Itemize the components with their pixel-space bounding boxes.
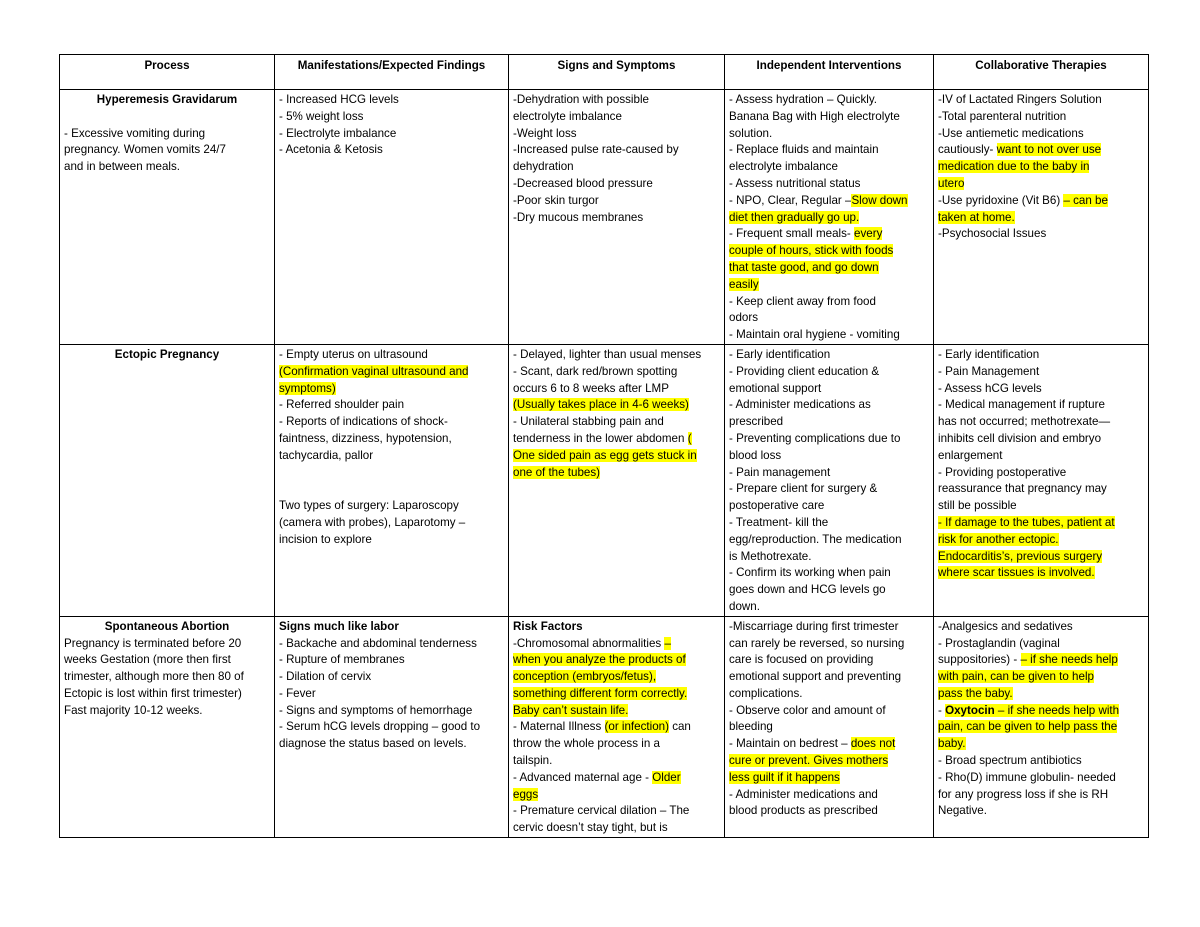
text-line: - Prepare client for surgery & — [729, 482, 878, 496]
text-line — [938, 565, 1144, 582]
text-line — [729, 226, 929, 243]
text-line: -Psychosocial Issues — [938, 227, 1047, 241]
process-cell — [60, 344, 275, 616]
text-segment: - NPO, Clear, Regular – — [729, 193, 852, 207]
text-line: - Assess hCG levels — [938, 381, 1042, 395]
text-line: prescribed — [729, 415, 784, 429]
text-line: electrolyte imbalance — [513, 109, 622, 123]
text-line: -Poor skin turgor — [513, 193, 599, 207]
text-line: (camera with probes), Laparotomy – — [279, 515, 466, 529]
text-line: -Increased pulse rate-caused by — [513, 143, 679, 157]
cell-heading: Signs much like labor — [279, 619, 399, 633]
text-line: is Methotrexate. — [729, 549, 812, 563]
signs-cell — [509, 616, 725, 837]
text-line: - Excessive vomiting during — [64, 126, 206, 140]
text-line — [729, 736, 929, 753]
text-line: still be possible — [938, 499, 1017, 513]
text-line: - Signs and symptoms of hemorrhage — [279, 703, 473, 717]
highlighted-text: couple of hours, stick with foods — [729, 244, 894, 258]
text-line: - Confirm its working when pain — [729, 566, 891, 580]
text-line — [938, 736, 1144, 753]
highlighted-text: – if she needs help with — [994, 703, 1120, 717]
highlighted-text: baby. — [938, 737, 966, 751]
text-line: - Early identification — [729, 347, 831, 361]
text-line — [513, 397, 720, 414]
text-line: faintness, dizziness, hypotension, — [279, 431, 452, 445]
highlighted-text: when you analyze the products of — [513, 653, 686, 667]
text-line: solution. — [729, 126, 773, 140]
text-line: - Unilateral stabbing pain and — [513, 415, 664, 429]
header-process: Process — [60, 55, 275, 90]
text-line — [938, 686, 1144, 703]
text-line — [938, 176, 1144, 193]
text-line: - Delayed, lighter than usual menses — [513, 347, 702, 361]
text-line: - Pain Management — [938, 364, 1040, 378]
highlighted-text: Slow down — [851, 193, 908, 207]
text-line: - Electrolyte imbalance — [279, 126, 397, 140]
table-row — [60, 616, 1149, 837]
signs-cell — [509, 90, 725, 345]
table-row — [60, 344, 1149, 616]
text-line — [938, 532, 1144, 549]
text-line: - Premature cervical dilation – The — [513, 804, 690, 818]
text-line: inhibits cell division and embryo — [938, 431, 1102, 445]
text-line: blood loss — [729, 448, 782, 462]
document-page — [59, 54, 1148, 858]
highlighted-text: medication due to the baby in — [938, 160, 1090, 174]
text-line — [729, 193, 929, 210]
text-line: Fast majority 10-12 weeks. — [64, 703, 203, 717]
text-line: - Treatment- kill the — [729, 515, 829, 529]
text-line: - Providing client education & — [729, 364, 880, 378]
collaborative-cell — [934, 90, 1149, 345]
text-line: - Replace fluids and maintain — [729, 143, 879, 157]
text-line: emotional support and preventing — [729, 670, 902, 684]
text-line — [938, 210, 1144, 227]
text-line: dehydration — [513, 160, 574, 174]
text-line — [938, 669, 1144, 686]
text-segment: - — [938, 703, 946, 717]
text-line: and in between meals. — [64, 160, 181, 174]
cell-heading: Risk Factors — [513, 619, 583, 633]
highlighted-text: (Usually takes place in 4-6 weeks) — [513, 398, 689, 412]
text-line: - Early identification — [938, 347, 1040, 361]
highlighted-text: conception (embryos/fetus), — [513, 670, 657, 684]
text-line: - Preventing complications due to — [729, 431, 901, 445]
text-line: - Prostaglandin (vaginal — [938, 636, 1060, 650]
highlighted-text: risk for another ectopic. — [938, 532, 1059, 546]
text-segment: - Maintain on bedrest – — [729, 737, 848, 751]
text-line: - Assess nutritional status — [729, 176, 861, 190]
text-line: Pregnancy is terminated before 20 — [64, 636, 242, 650]
highlighted-text: – can be — [1063, 193, 1108, 207]
highlighted-text: One sided pain as egg gets stuck in — [513, 448, 697, 462]
text-line — [513, 787, 720, 804]
text-line: -Miscarriage during first trimester — [729, 619, 899, 633]
highlighted-text: easily — [729, 277, 759, 291]
text-segment: -Use pyridoxine (Vit B6) — [938, 193, 1061, 207]
header-manifestations: Manifestations/Expected Findings — [275, 55, 509, 90]
text-line — [513, 652, 720, 669]
text-line: weeks Gestation (more then first — [64, 653, 231, 667]
text-line: - Rho(D) immune globulin- needed — [938, 770, 1116, 784]
text-line: egg/reproduction. The medication — [729, 532, 902, 546]
highlighted-text: ( — [687, 431, 692, 445]
text-line: diagnose the status based on levels. — [279, 737, 467, 751]
manifestations-cell — [275, 90, 509, 345]
text-line: - Increased HCG levels — [279, 93, 399, 106]
highlighted-text: utero — [938, 176, 965, 190]
text-line: goes down and HCG levels go — [729, 583, 886, 597]
text-line: emotional support — [729, 381, 822, 395]
text-line: -Total parenteral nutrition — [938, 109, 1067, 123]
text-line: - Referred shoulder pain — [279, 398, 405, 412]
highlighted-text: Endocarditis’s, previous surgery — [938, 549, 1103, 563]
text-line — [938, 515, 1144, 532]
highlighted-text: eggs — [513, 787, 539, 801]
text-line: electrolyte imbalance — [729, 160, 838, 174]
text-line — [938, 193, 1144, 210]
highlighted-text: want to not over use — [996, 143, 1102, 157]
highlighted-text: with pain, can be given to help — [938, 670, 1094, 684]
header-collaborative: Collaborative Therapies — [934, 55, 1149, 90]
text-line: - Serum hCG levels dropping – good to — [279, 720, 481, 734]
text-line — [938, 549, 1144, 566]
text-line: - Administer medications and — [729, 787, 878, 801]
process-cell — [60, 616, 275, 837]
header-independent: Independent Interventions — [725, 55, 934, 90]
text-line — [513, 719, 720, 736]
table-row — [60, 90, 1149, 345]
text-line: - Keep client away from food — [729, 294, 876, 308]
text-line: Banana Bag with High electrolyte — [729, 109, 900, 123]
text-line: blood products as prescribed — [729, 804, 878, 818]
text-line: postoperative care — [729, 499, 825, 513]
text-segment: tenderness in the lower abdomen — [513, 431, 685, 445]
text-line: can rarely be reversed, so nursing — [729, 636, 905, 650]
text-line: -Use antiemetic medications — [938, 126, 1084, 140]
text-segment: -Chromosomal abnormalities — [513, 636, 662, 650]
highlighted-text: does not — [850, 737, 896, 751]
text-line: incision to explore — [279, 532, 372, 546]
text-segment: suppositories) - — [938, 653, 1018, 667]
text-line — [729, 277, 929, 294]
text-segment: can — [672, 720, 691, 734]
highlighted-text: – — [664, 636, 671, 650]
process-title: Spontaneous Abortion — [104, 619, 230, 633]
highlighted-text: Oxytocin — [945, 703, 995, 717]
text-line: - Rupture of membranes — [279, 653, 405, 667]
manifestations-cell — [275, 344, 509, 616]
text-line: tachycardia, pallor — [279, 448, 374, 462]
highlighted-text: every — [854, 227, 883, 241]
text-line: bleeding — [729, 720, 773, 734]
text-line — [279, 381, 504, 398]
text-line: Ectopic is lost within first trimester) — [64, 686, 242, 700]
text-line: -IV of Lactated Ringers Solution — [938, 93, 1102, 106]
highlighted-text: Older — [652, 770, 681, 784]
collaborative-cell — [934, 616, 1149, 837]
text-line: -Analgesics and sedatives — [938, 619, 1073, 633]
text-line: odors — [729, 311, 759, 325]
text-line: - Scant, dark red/brown spotting — [513, 364, 678, 378]
highlighted-text: cure or prevent. Gives mothers — [729, 754, 889, 768]
text-line: -Dry mucous membranes — [513, 210, 644, 224]
text-line: complications. — [729, 686, 803, 700]
highlighted-text: that taste good, and go down — [729, 260, 879, 274]
text-line — [513, 448, 720, 465]
text-line: -Weight loss — [513, 126, 577, 140]
text-line: - Acetonia & Ketosis — [279, 143, 383, 157]
text-line — [938, 142, 1144, 159]
text-line: cervic doesn’t stay tight, but is — [513, 821, 668, 835]
text-line — [279, 364, 504, 381]
text-line: down. — [729, 599, 760, 613]
highlighted-text: symptoms) — [279, 381, 336, 395]
text-segment: - Maternal Illness — [513, 720, 602, 734]
text-line: - Administer medications as — [729, 398, 871, 412]
manifestations-cell — [275, 616, 509, 837]
nursing-table — [59, 54, 1149, 838]
text-line: -Decreased blood pressure — [513, 176, 653, 190]
text-line — [513, 431, 720, 448]
text-line — [513, 669, 720, 686]
text-line — [938, 719, 1144, 736]
highlighted-text: – if she needs help — [1020, 653, 1118, 667]
text-line: throw the whole process in a — [513, 737, 660, 751]
header-signs: Signs and Symptoms — [509, 55, 725, 90]
text-line: tailspin. — [513, 754, 553, 768]
process-title: Ectopic Pregnancy — [114, 347, 220, 361]
text-line: - Providing postoperative — [938, 465, 1067, 479]
text-line — [938, 703, 1144, 720]
text-line: -Dehydration with possible — [513, 93, 649, 106]
highlighted-text: where scar tissues is involved. — [938, 566, 1095, 580]
independent-cell — [725, 90, 934, 345]
text-line — [938, 652, 1144, 669]
text-line: - Backache and abdominal tenderness — [279, 636, 477, 650]
text-line: - Medical management if rupture — [938, 398, 1105, 412]
independent-cell — [725, 616, 934, 837]
header-row — [60, 55, 1149, 90]
highlighted-text: pain, can be given to help pass the — [938, 720, 1118, 734]
text-line — [729, 260, 929, 277]
text-line: Negative. — [938, 804, 987, 818]
highlighted-text: taken at home. — [938, 210, 1015, 224]
text-line: pregnancy. Women vomits 24/7 — [64, 143, 226, 157]
text-line: - Assess hydration – Quickly. — [729, 93, 877, 106]
text-line: for any progress loss if she is RH — [938, 787, 1109, 801]
highlighted-text: pass the baby. — [938, 686, 1013, 700]
text-line — [729, 770, 929, 787]
text-line: - Empty uterus on ultrasound — [279, 347, 428, 361]
text-line: - Reports of indications of shock- — [279, 415, 448, 429]
text-segment: - Advanced maternal age - — [513, 770, 649, 784]
independent-cell — [725, 344, 934, 616]
text-line: - Maintain oral hygiene - vomiting — [729, 328, 900, 342]
text-line — [513, 686, 720, 703]
text-segment: - Frequent small meals- — [729, 227, 851, 241]
text-line: has not occurred; methotrexate— — [938, 415, 1111, 429]
highlighted-text: Baby can’t sustain life. — [513, 703, 629, 717]
text-segment: cautiously- — [938, 143, 994, 157]
text-line: trimester, although more then 80 of — [64, 670, 244, 684]
text-line: - 5% weight loss — [279, 109, 364, 123]
text-line: reassurance that pregnancy may — [938, 482, 1107, 496]
highlighted-text: something different form correctly. — [513, 686, 688, 700]
text-line: - Dilation of cervix — [279, 670, 372, 684]
text-line — [938, 159, 1144, 176]
text-line: care is focused on providing — [729, 653, 874, 667]
highlighted-text: one of the tubes) — [513, 465, 601, 479]
highlighted-text: diet then gradually go up. — [729, 210, 860, 224]
text-line: - Fever — [279, 686, 316, 700]
text-line — [513, 465, 720, 482]
text-line — [729, 243, 929, 260]
signs-cell — [509, 344, 725, 616]
collaborative-cell — [934, 344, 1149, 616]
highlighted-text: - If damage to the tubes, patient at — [938, 515, 1115, 529]
highlighted-text: less guilt if it happens — [729, 770, 840, 784]
text-line: - Observe color and amount of — [729, 703, 886, 717]
text-line: occurs 6 to 8 weeks after LMP — [513, 381, 669, 395]
process-title: Hyperemesis Gravidarum — [96, 93, 238, 106]
text-line — [513, 770, 720, 787]
text-line — [513, 703, 720, 720]
text-line: - Broad spectrum antibiotics — [938, 754, 1082, 768]
highlighted-text: (or infection) — [604, 720, 669, 734]
text-line — [513, 636, 720, 653]
text-line — [729, 753, 929, 770]
text-line: Two types of surgery: Laparoscopy — [279, 499, 459, 513]
highlighted-text: (Confirmation vaginal ultrasound and — [279, 364, 469, 378]
text-line: enlargement — [938, 448, 1003, 462]
text-line — [729, 210, 929, 227]
process-cell — [60, 90, 275, 345]
text-line: - Pain management — [729, 465, 831, 479]
